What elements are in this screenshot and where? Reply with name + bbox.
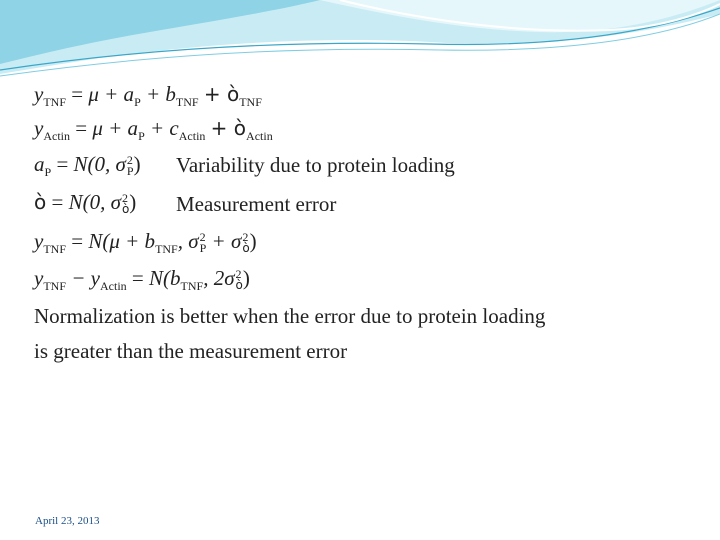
- eq6-minus-sub: Actin: [100, 279, 127, 293]
- eq3-normal: N(0, σ: [73, 152, 126, 176]
- eq5-sub1: P: [199, 241, 207, 256]
- normalization-text-line-2: is greater than the measurement error: [34, 339, 348, 363]
- eq6-normal: N(b: [149, 266, 181, 290]
- eq2-a-sub: P: [138, 129, 145, 143]
- eq5-lhs: y: [34, 229, 44, 253]
- eq5-b-sub: TNF: [155, 242, 178, 256]
- eq6-equals: =: [131, 266, 144, 290]
- eq6-close: ): [242, 266, 250, 290]
- eq3-close: ): [133, 152, 141, 176]
- equation-y-actin: [34, 118, 273, 142]
- eq2-mu-a: μ + a: [92, 116, 139, 140]
- eq3-lhs-sub: P: [44, 165, 52, 179]
- eq6-lhs-sub: TNF: [43, 279, 66, 293]
- eq2-equals: =: [75, 116, 88, 140]
- eq2-lhs: y: [34, 116, 44, 140]
- eq6-minus: − y: [71, 266, 100, 290]
- eq6-mid: , 2σ: [203, 266, 235, 290]
- eq4-close: ): [129, 190, 137, 214]
- equation-a-p: [34, 154, 141, 178]
- eq4-sup: 2: [121, 191, 128, 206]
- eq1-plus-epsilon: + ò: [203, 82, 240, 106]
- eq5-mid: , σ: [177, 229, 199, 253]
- eq5-equals: =: [71, 229, 84, 253]
- eq5-plus: + σ: [211, 229, 242, 253]
- eq5-sub2: ò: [242, 241, 250, 256]
- eq3-sup: 2: [126, 153, 133, 168]
- equation-difference-distribution: [34, 268, 250, 292]
- eq4-sub: ò: [121, 202, 130, 217]
- eq5-normal: N(μ + b: [88, 229, 156, 253]
- eq1-mu-a: μ + a: [88, 82, 135, 106]
- eq1-lhs-sub: TNF: [43, 95, 66, 109]
- eq1-eps-sub: TNF: [239, 95, 262, 109]
- eq3-equals: =: [56, 152, 69, 176]
- eq3-sub: P: [126, 164, 134, 179]
- variability-description: Variability due to protein loading: [176, 153, 455, 177]
- eq6-sub: ò: [235, 278, 243, 293]
- eq6-sigma-scripts: [236, 269, 243, 291]
- normalization-text-line-1: Normalization is better when the error due to protein loading: [34, 304, 546, 328]
- eq1-lhs: y: [34, 82, 44, 106]
- eq5-lhs-sub: TNF: [43, 242, 66, 256]
- eq5-sup2: 2: [242, 230, 249, 245]
- eq5-sigma1-scripts: [200, 232, 207, 254]
- eq4-normal: N(0, σ: [68, 190, 121, 214]
- eq1-plus-b: + b: [146, 82, 176, 106]
- eq6-lhs: y: [34, 266, 44, 290]
- eq3-lhs: a: [34, 152, 45, 176]
- eq4-lhs: ò: [34, 190, 47, 214]
- eq2-plus-epsilon: + ò: [210, 116, 247, 140]
- eq2-plus-c: + c: [150, 116, 179, 140]
- eq2-eps-sub: Actin: [246, 129, 273, 143]
- eq1-a-sub: P: [134, 95, 141, 109]
- eq6-sup: 2: [235, 267, 242, 282]
- eq2-c-sub: Actin: [178, 129, 206, 143]
- eq1-equals: =: [71, 82, 84, 106]
- eq2-lhs-sub: Actin: [43, 129, 70, 143]
- eq5-close: ): [249, 229, 257, 253]
- footer-date: April 23, 2013: [35, 515, 100, 527]
- eq5-sigma2-scripts: [242, 232, 249, 254]
- eq4-equals: =: [51, 190, 64, 214]
- eq5-sup1: 2: [199, 230, 206, 245]
- equation-y-tnf: [34, 84, 262, 108]
- eq6-b-sub: TNF: [180, 279, 204, 293]
- equation-epsilon: [34, 192, 136, 215]
- eq3-sigma-scripts: [127, 155, 134, 177]
- eq1-b-sub: TNF: [175, 95, 199, 109]
- equation-y-tnf-distribution: [34, 231, 257, 255]
- measurement-description: Measurement error: [176, 192, 337, 216]
- header-swoosh-decoration: [0, 0, 720, 80]
